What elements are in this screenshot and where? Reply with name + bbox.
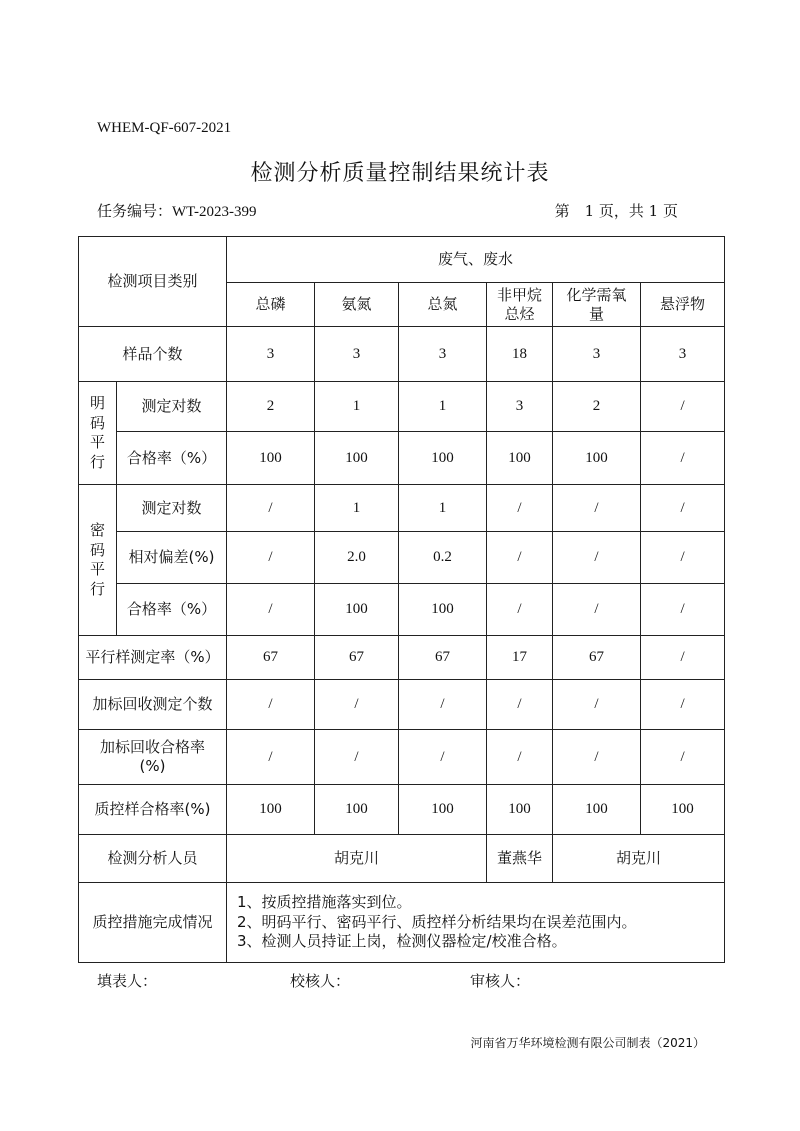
table-row [79, 785, 725, 835]
row-label: 加标回收合格率 (%) [79, 730, 227, 785]
table-cell: 100 [641, 785, 725, 835]
table-cell: 18 [487, 327, 553, 382]
table-cell: 1 [315, 485, 399, 532]
table-cell: / [641, 680, 725, 730]
qc-measures-list [227, 883, 725, 963]
table-row [79, 327, 725, 382]
table-cell: / [399, 730, 487, 785]
table-cell: 67 [227, 636, 315, 680]
column-header: 非甲烷 总烃 [487, 283, 553, 327]
table-cell: 2.0 [315, 532, 399, 584]
analyst-name: 胡克川 [553, 835, 725, 883]
table-cell: 100 [553, 785, 641, 835]
table-cell: 100 [399, 785, 487, 835]
column-header: 总氮 [399, 283, 487, 327]
table-cell: 100 [315, 584, 399, 636]
table-cell: 3 [227, 327, 315, 382]
column-header: 氨氮 [315, 283, 399, 327]
table-cell: / [227, 485, 315, 532]
table-cell: 3 [399, 327, 487, 382]
reviewer-label: 审核人： [470, 972, 531, 990]
table-cell: / [227, 532, 315, 584]
open-parallel-label: 明 码 平 行 [79, 382, 117, 485]
table-cell: 100 [315, 785, 399, 835]
measure-item: 3、检测人员持证上岗，检测仪器检定/校准合格。 [237, 932, 567, 951]
table-cell: 100 [399, 432, 487, 485]
blind-parallel-label: 密 码 平 行 [79, 485, 117, 636]
table-cell: / [641, 485, 725, 532]
table-cell: 0.2 [399, 532, 487, 584]
row-label: 相对偏差(%) [117, 532, 227, 584]
table-cell: / [227, 680, 315, 730]
checker-label: 校核人： [290, 972, 351, 990]
table-row [79, 432, 725, 485]
table-cell: 2 [227, 382, 315, 432]
page-indicator: 第 1 页，共 1 页 [554, 202, 678, 220]
table-cell: 67 [315, 636, 399, 680]
task-number-label: 任务编号： [97, 202, 173, 220]
table-cell: 3 [641, 327, 725, 382]
column-header: 总磷 [227, 283, 315, 327]
table-cell: 100 [227, 432, 315, 485]
row-label: 样品个数 [79, 327, 227, 382]
measure-item: 1、按质控措施落实到位。 [237, 893, 412, 912]
table-cell: / [641, 532, 725, 584]
footer-company: 河南省万华环境检测有限公司制表（2021） [470, 1036, 705, 1050]
row-label: 测定对数 [117, 485, 227, 532]
table-cell: 100 [315, 432, 399, 485]
measure-item: 2、明码平行、密码平行、质控样分析结果均在误差范围内。 [237, 912, 637, 931]
task-number [97, 200, 256, 221]
table-cell: 100 [553, 432, 641, 485]
table-row [79, 532, 725, 584]
table-cell: / [315, 680, 399, 730]
table-cell: / [553, 584, 641, 636]
row-label: 检测分析人员 [79, 835, 227, 883]
table-cell: / [641, 432, 725, 485]
table-cell: / [641, 636, 725, 680]
table-cell: 1 [399, 485, 487, 532]
table-cell: / [553, 485, 641, 532]
category-header: 检测项目类别 [79, 237, 227, 327]
table-cell: / [641, 584, 725, 636]
row-label: 加标回收测定个数 [79, 680, 227, 730]
table-row [79, 730, 725, 785]
table-row [79, 584, 725, 636]
table-cell: 67 [553, 636, 641, 680]
table-cell: / [227, 584, 315, 636]
table-cell: 100 [399, 584, 487, 636]
analyst-name: 胡克川 [227, 835, 487, 883]
table-cell: / [553, 680, 641, 730]
analyst-name: 董燕华 [487, 835, 553, 883]
row-label: 平行样测定率（%） [79, 636, 227, 680]
table-cell: 100 [487, 432, 553, 485]
row-label: 质控样合格率(%) [79, 785, 227, 835]
table-cell: 100 [227, 785, 315, 835]
row-label: 合格率（%） [117, 584, 227, 636]
qc-statistics-table [78, 236, 725, 963]
table-cell: 3 [487, 382, 553, 432]
table-cell: / [487, 680, 553, 730]
table-row [79, 680, 725, 730]
table-cell: / [553, 730, 641, 785]
table-cell: / [227, 730, 315, 785]
table-row [79, 382, 725, 432]
column-header: 化学需氧 量 [553, 283, 641, 327]
table-cell: / [399, 680, 487, 730]
filler-label: 填表人： [97, 972, 158, 990]
row-label: 测定对数 [117, 382, 227, 432]
row-label: 合格率（%） [117, 432, 227, 485]
group-header: 废气、废水 [227, 237, 725, 283]
table-cell: 100 [487, 785, 553, 835]
table-cell: / [641, 382, 725, 432]
table-cell: 2 [553, 382, 641, 432]
document-code: WHEM-QF-607-2021 [97, 120, 232, 136]
table-cell: 3 [553, 327, 641, 382]
table-cell: / [641, 730, 725, 785]
row-label: 质控措施完成情况 [79, 883, 227, 963]
table-cell: / [487, 584, 553, 636]
table-cell: / [315, 730, 399, 785]
table-cell: / [487, 485, 553, 532]
table-cell: / [487, 730, 553, 785]
table-cell: 3 [315, 327, 399, 382]
table-cell: / [553, 532, 641, 584]
table-cell: 67 [399, 636, 487, 680]
table-row [79, 485, 725, 532]
task-number-value: WT-2023-399 [172, 204, 257, 220]
analysts-row [79, 835, 725, 883]
page-title: 检测分析质量控制结果统计表 [250, 161, 550, 186]
table-cell: 1 [315, 382, 399, 432]
measures-row [79, 883, 725, 963]
table-cell: / [487, 532, 553, 584]
table-row [79, 636, 725, 680]
table-cell: 1 [399, 382, 487, 432]
table-cell: 17 [487, 636, 553, 680]
column-header: 悬浮物 [641, 283, 725, 327]
